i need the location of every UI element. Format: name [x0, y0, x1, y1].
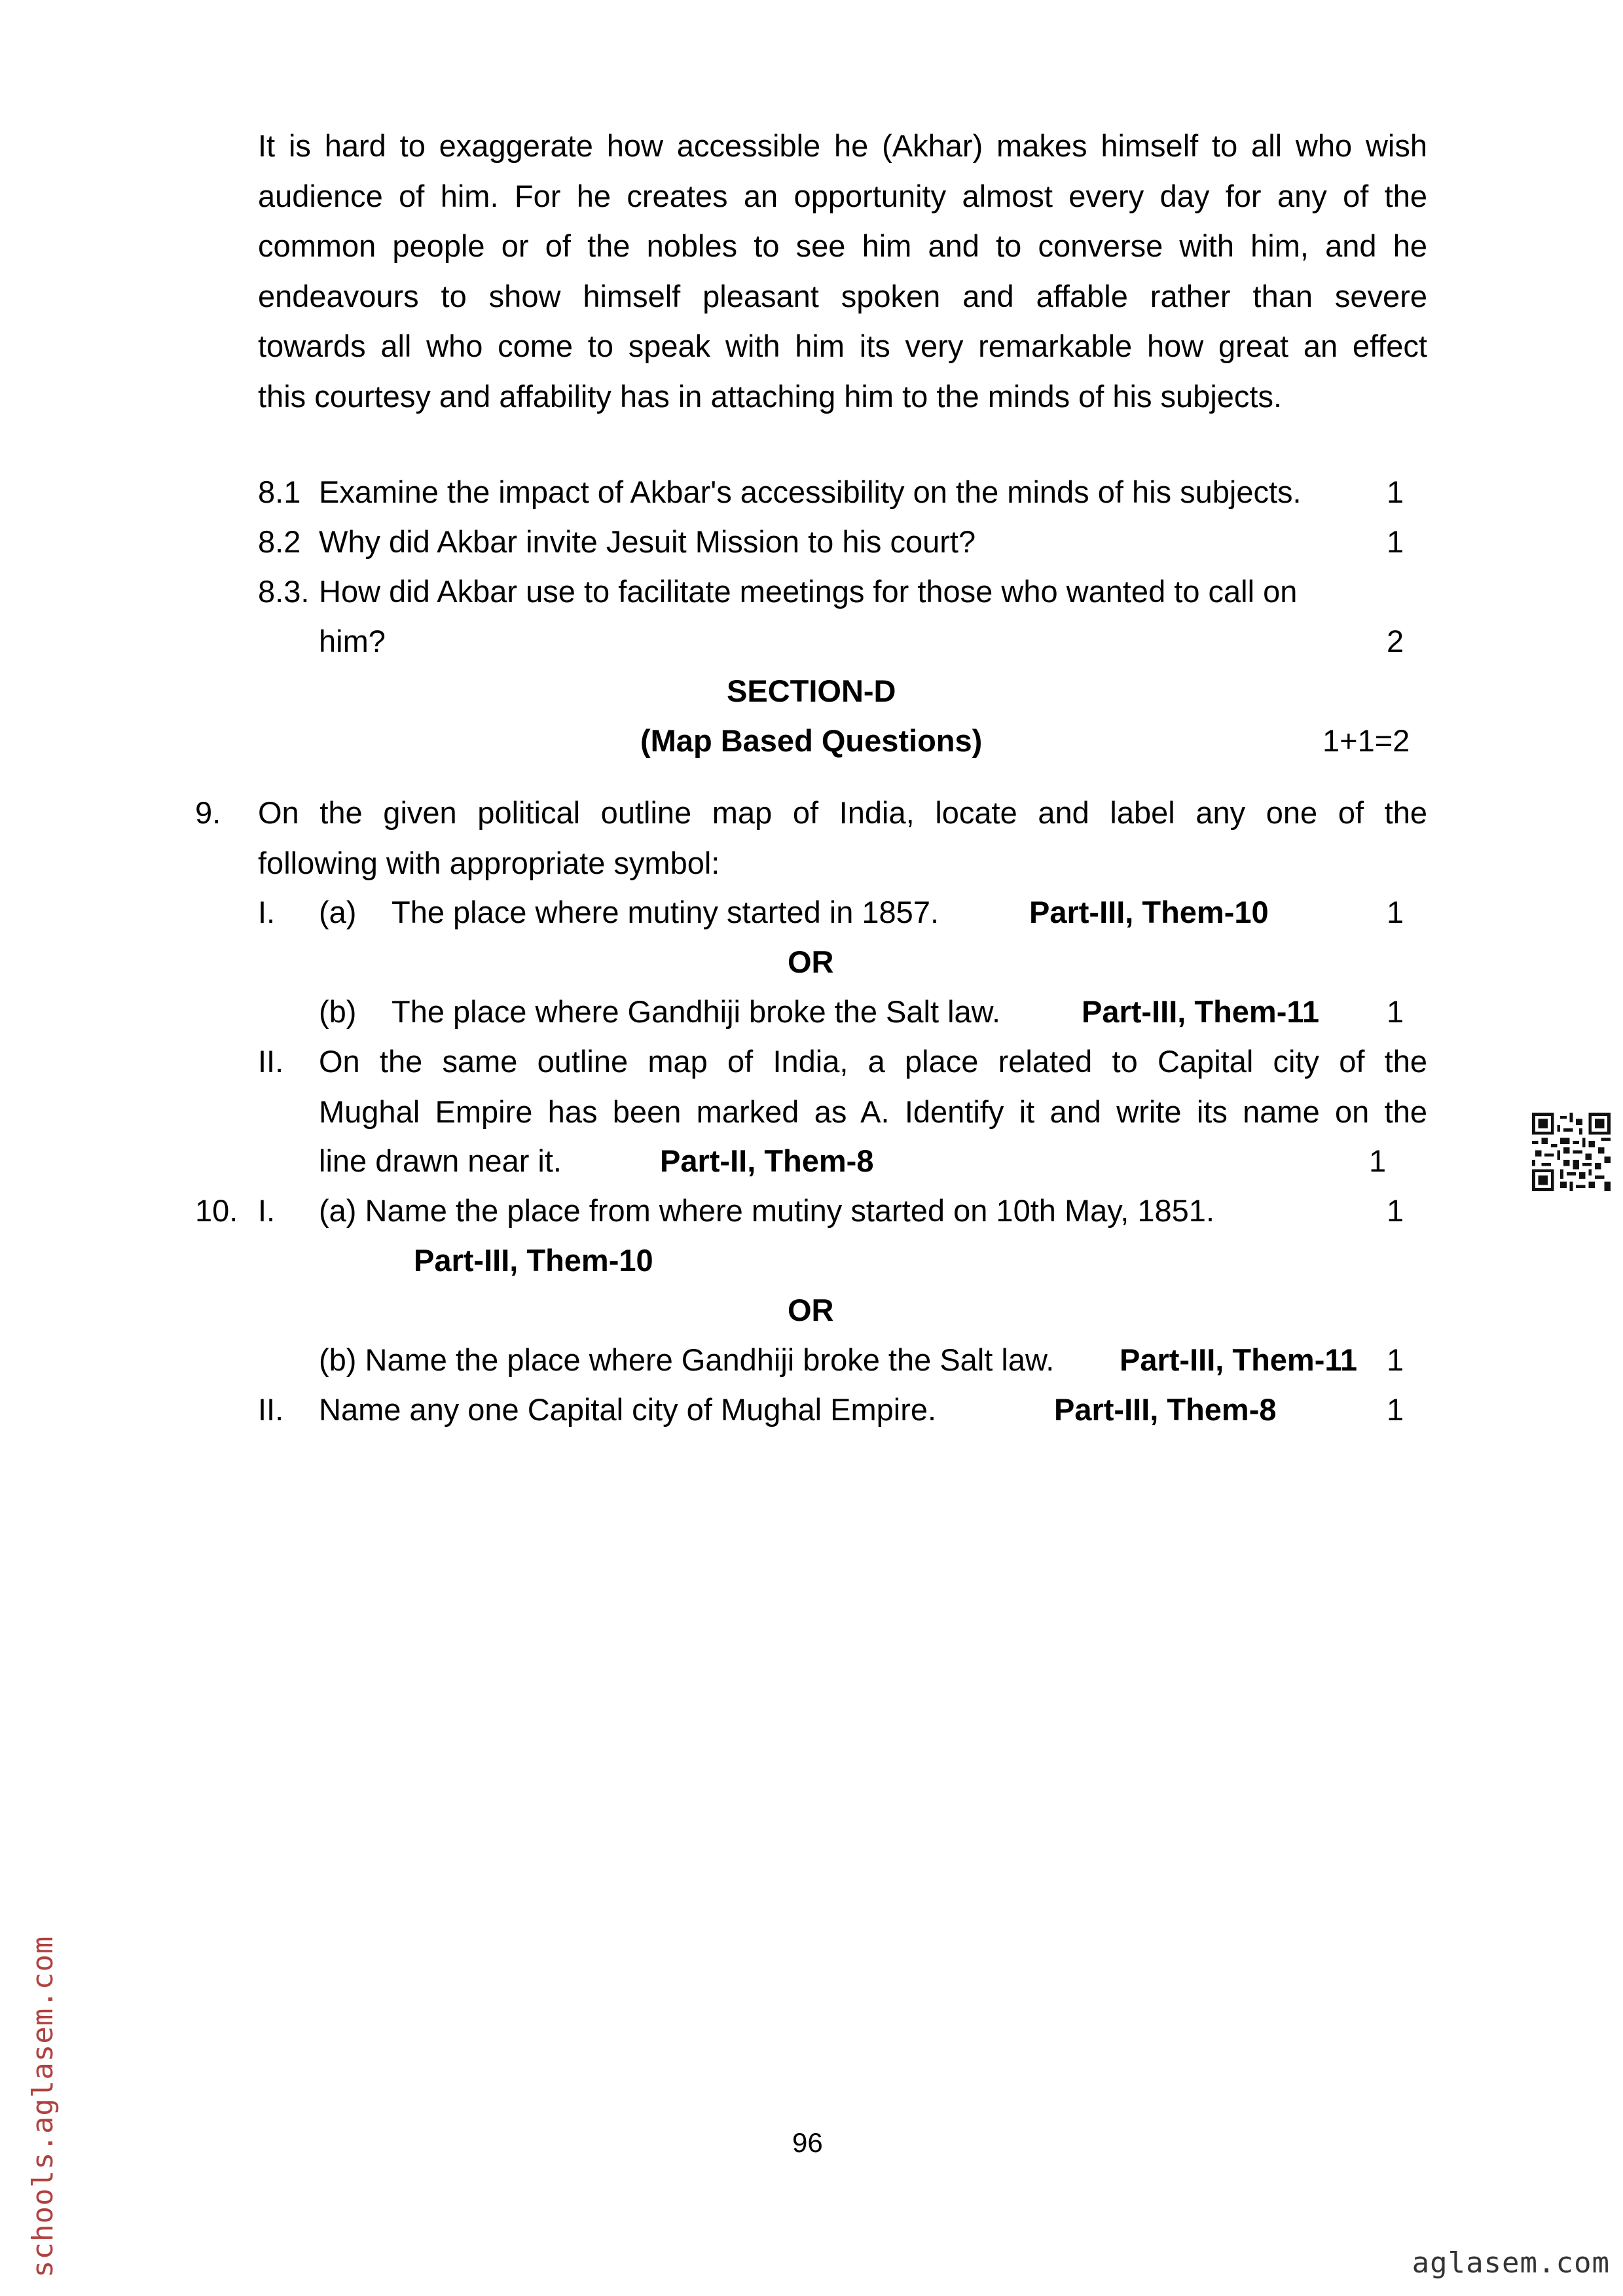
q8-1-number: 8.1	[258, 475, 301, 509]
passage	[258, 121, 1427, 422]
q9-a-label: (a)	[319, 895, 357, 929]
q10-b-reference: Part-III, Them-11	[1120, 1342, 1358, 1377]
q10-a-marks: 1	[1387, 1193, 1404, 1228]
q9-ii-label: II.	[258, 1044, 284, 1079]
q10-number: 10.	[195, 1193, 238, 1228]
q10-b-marks: 1	[1387, 1342, 1404, 1377]
q10-b-text: (b) Name the place where Gandhiji broke the Salt law.	[319, 1342, 1055, 1377]
passage-line: audience of him. For he creates an opportunity almost every day for any of the	[258, 178, 1427, 213]
side-watermark: schools.aglasem.com	[26, 1935, 60, 2278]
q9-a-reference: Part-III, Them-10	[1029, 895, 1269, 929]
q10-a-text: (a) Name the place from where mutiny started on 10th May, 1851.	[319, 1193, 1215, 1228]
passage-line: endeavours to show himself pleasant spoken and affable rather than severe	[258, 278, 1427, 314]
q9-intro-line: On the given political outline map of India, locate and label any one of the	[258, 795, 1427, 830]
q9-ii-line: On the same outline map of India, a place related to Capital city of the	[319, 1044, 1427, 1079]
q9-intro	[258, 788, 1427, 888]
q9-intro-line: following with appropriate symbol:	[258, 845, 720, 880]
q9-number: 9.	[195, 795, 221, 830]
q8-2-marks: 1	[1387, 524, 1404, 559]
passage-line: towards all who come to speak with him its very remarkable how great an effect	[258, 329, 1427, 363]
q9-a-marks: 1	[1387, 895, 1404, 929]
q8-3-text: How did Akbar use to facilitate meetings for those who wanted to call on	[319, 574, 1298, 609]
q9-b-label: (b)	[319, 994, 357, 1029]
passage-line: this courtesy and affability has in attaching him to the minds of his subjects.	[258, 378, 1283, 414]
page-number: 96	[792, 2127, 823, 2158]
q10-or: OR	[788, 1293, 834, 1327]
section-subtitle: (Map Based Questions)	[640, 723, 983, 758]
q9-b-text: The place where Gandhiji broke the Salt law.	[392, 994, 1001, 1029]
q9-ii-text	[319, 1037, 1427, 1137]
q10-i-label: I.	[258, 1193, 276, 1228]
qr-code-icon	[1532, 1113, 1611, 1191]
q9-b-marks: 1	[1387, 994, 1404, 1029]
q9-ii-marks: 1	[1369, 1143, 1387, 1178]
q9-b-reference: Part-III, Them-11	[1082, 994, 1320, 1029]
q9-i-label: I.	[258, 895, 276, 929]
passage-line: common people or of the nobles to see him and to converse with him, and he	[258, 228, 1427, 263]
q9-ii-line-3: line drawn near it.	[319, 1143, 562, 1178]
q8-1-marks: 1	[1387, 475, 1404, 509]
q9-a-text: The place where mutiny started in 1857.	[392, 895, 939, 929]
q8-1-text: Examine the impact of Akbar's accessibility on the minds of his subjects.	[319, 475, 1302, 509]
q8-3-marks: 2	[1387, 624, 1404, 658]
q8-2-text: Why did Akbar invite Jesuit Mission to his court?	[319, 524, 976, 559]
q10-ii-label: II.	[258, 1392, 284, 1427]
q8-2-number: 8.2	[258, 524, 301, 559]
passage-line: It is hard to exaggerate how accessible he (Akhar) makes himself to all who wish	[258, 128, 1427, 163]
q9-ii-line: Mughal Empire has been marked as A. Identify it and write its name on the	[319, 1094, 1427, 1129]
section-marks: 1+1=2	[1322, 723, 1410, 758]
q8-3-number: 8.3.	[258, 574, 310, 609]
section-title: SECTION-D	[727, 673, 896, 708]
footer-watermark: aglasem.com	[1412, 2246, 1610, 2280]
q9-or: OR	[788, 944, 834, 979]
q8-3-text-continued: him?	[319, 624, 386, 658]
q10-a-reference: Part-III, Them-10	[414, 1243, 653, 1278]
q10-ii-text: Name any one Capital city of Mughal Empire.	[319, 1392, 937, 1427]
q10-ii-marks: 1	[1387, 1392, 1404, 1427]
q9-ii-reference: Part-II, Them-8	[660, 1143, 874, 1178]
q10-ii-reference: Part-III, Them-8	[1054, 1392, 1277, 1427]
